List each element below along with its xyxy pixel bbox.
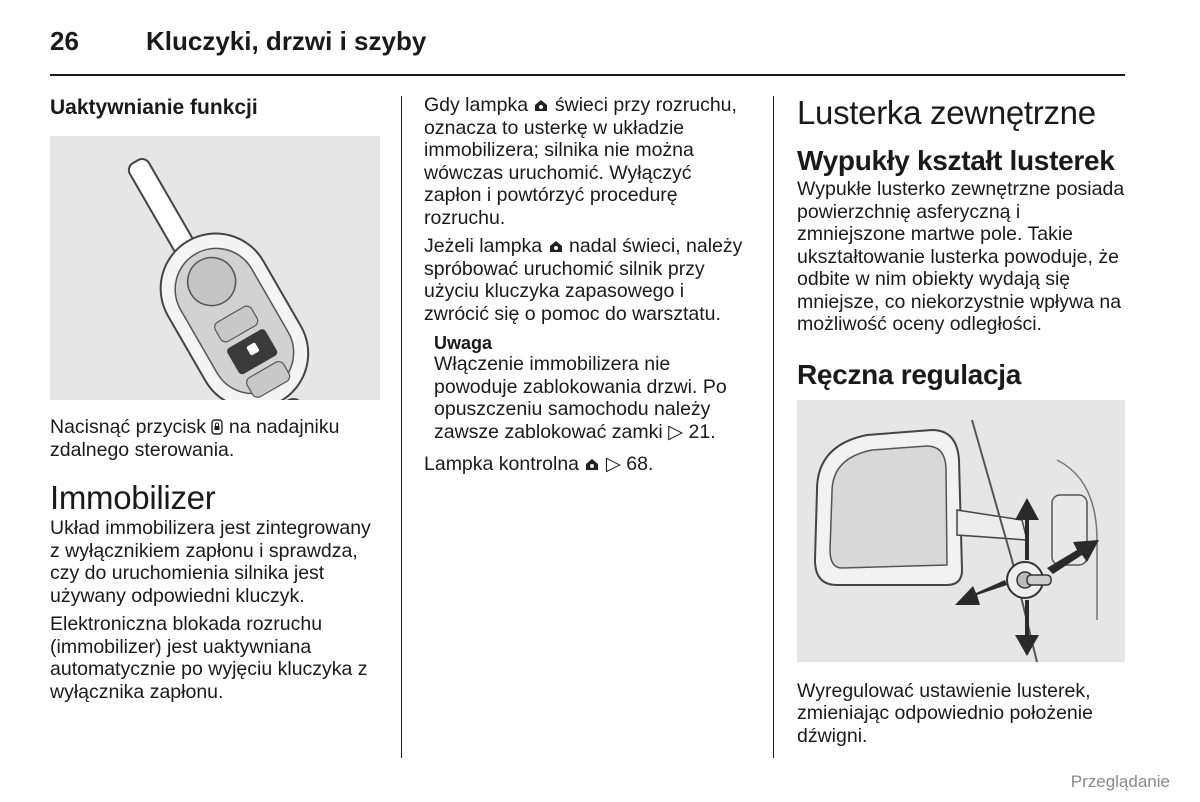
lamp-lit-paragraph [424, 94, 754, 229]
page-number: 26 [50, 26, 79, 56]
section-title-mirrors: Lusterka zewnętrzne [797, 94, 1096, 131]
immobilizer-lamp-icon [548, 240, 564, 254]
control-lamp-reference [424, 453, 754, 476]
caption-press-button [50, 416, 380, 461]
caption-press-button-start: Nacisnąć przycisk [50, 416, 212, 438]
column-divider-1 [401, 96, 402, 758]
lamp-still-lit-paragraph-end: nadal świeci, należy spróbować uruchomić silnik przy użyciu kluczyka zapasowego i zwrócić się o pomoc do warsztatu. [424, 235, 743, 325]
mirror-adjustment-image [797, 400, 1125, 662]
immobilizer-lamp-icon [584, 458, 600, 472]
column-middle [424, 94, 754, 476]
control-lamp-page-reference[interactable]: 68. [626, 453, 654, 475]
section-title-immobilizer: Immobilizer [50, 479, 216, 516]
key-fob-illustration [50, 136, 380, 400]
column-right [797, 94, 1127, 747]
section-heading-activation: Uaktywnianie funkcji [50, 96, 258, 119]
immobilizer-paragraph-1: Układ immobilizera jest zintegrowany z wyłącznikiem zapłonu i sprawdza, czy do uruchomienia silnika jest używany odpowiedni kluczyk. [50, 517, 371, 607]
page-ref-arrow-icon: ▷ [605, 453, 627, 475]
note-title: Uwaga [434, 333, 493, 353]
chapter-title: Kluczyki, drzwi i szyby [146, 26, 427, 56]
column-divider-2 [773, 96, 774, 758]
lamp-lit-paragraph-end: świeci przy rozruchu, oznacza to usterkę w układzie immobilizera; silnika nie można wówczas uruchomić. Wyłączyć zapłon i powtórzyć procedurę rozruchu. [424, 94, 737, 229]
caption-press-button-end: na nadajniku zdalnego sterowania. [50, 416, 340, 461]
note-box [434, 333, 754, 443]
control-lamp-label: Lampka kontrolna [424, 453, 585, 475]
subsection-title-manual: Ręczna regulacja [797, 358, 1021, 390]
lamp-still-lit-paragraph [424, 235, 754, 325]
immobilizer-lamp-icon [533, 99, 549, 113]
lamp-still-lit-paragraph-start: Jeżeli lampka [424, 235, 548, 257]
lamp-lit-paragraph-start: Gdy lampka [424, 94, 534, 116]
column-left [50, 94, 380, 703]
note-text [434, 353, 754, 443]
footer-label: Przeglądanie [1070, 772, 1170, 791]
mirror-adjustment-caption: Wyregulować ustawienie lusterek, zmieniając odpowiednio położenie dźwigni. [797, 679, 1093, 747]
note-text-body: Włączenie immobilizera nie powoduje zablokowania drzwi. Po opuszczeniu samochodu należy zawsze zablokować zamki [434, 353, 727, 443]
page-header [50, 22, 1125, 76]
convex-mirror-paragraph: Wypukłe lusterko zewnętrzne posiada powierzchnię asferyczną i zmniejszone martwe pole. Takie ukształtowanie lusterka powoduje, że odbite w nim obiekty wydają się mniejsze, co niekorzystnie wpływa na możliwość oceny odległości. [797, 178, 1125, 335]
page-ref-arrow-icon: ▷ [668, 420, 689, 443]
lock-button-icon [211, 419, 223, 435]
note-page-reference[interactable]: 21. [688, 420, 716, 443]
header-rule [50, 74, 1125, 76]
key-fob-image [50, 136, 380, 400]
immobilizer-paragraph-2: Elektroniczna blokada rozruchu (immobilizer) jest uaktywniana automatycznie po wyjęciu kluczyka z wyłącznika zapłonu. [50, 613, 368, 703]
subsection-title-convex: Wypukły kształt lusterek [797, 145, 1115, 176]
mirror-adjustment-illustration [797, 400, 1125, 662]
